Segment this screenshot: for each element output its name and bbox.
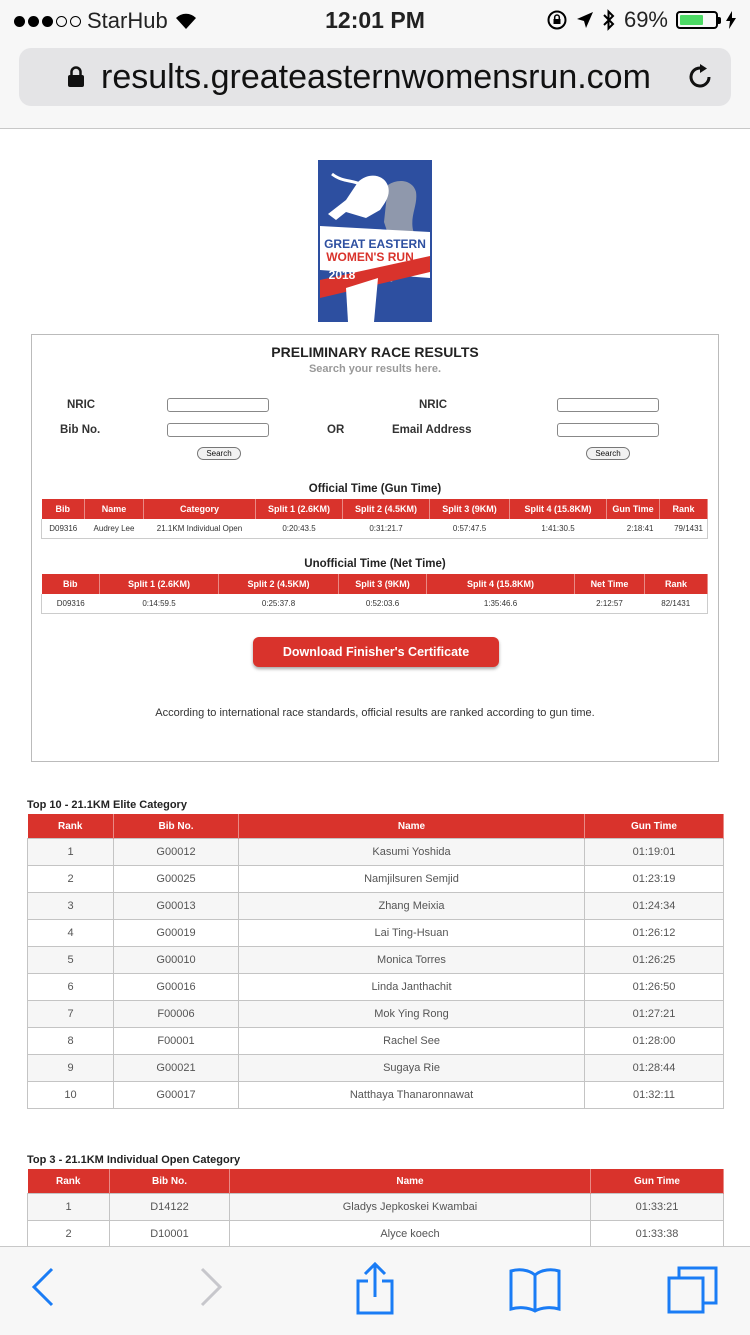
open-table	[27, 1169, 724, 1246]
table-row	[28, 974, 724, 1001]
table-cell: 5	[28, 947, 114, 974]
nric-input-right[interactable]	[557, 398, 659, 412]
results-panel	[31, 334, 719, 762]
table-cell: 0:20:43.5	[256, 519, 343, 539]
results-title: PRELIMINARY RACE RESULTS	[271, 344, 479, 360]
race-logo	[318, 160, 432, 322]
table-cell: F00006	[114, 1001, 239, 1028]
table-cell: 1	[28, 839, 114, 866]
charging-icon	[726, 11, 736, 29]
table-row	[28, 947, 724, 974]
table-cell: Alyce koech	[230, 1221, 591, 1247]
table-cell: 0:14:59.5	[100, 594, 219, 614]
ranking-note: According to international race standards, official results are ranked according to gun time.	[155, 707, 595, 719]
col-header: Net Time	[575, 574, 645, 594]
browser-toolbar	[0, 1246, 750, 1335]
results-subtitle: Search your results here.	[308, 363, 442, 375]
col-header: Split 4 (15.8KM)	[510, 499, 607, 519]
battery-percent: 69%	[623, 7, 668, 32]
battery-icon	[676, 11, 718, 29]
table-cell: 8	[28, 1028, 114, 1055]
table-cell: 01:26:50	[585, 974, 724, 1001]
table-cell: 01:33:21	[591, 1194, 724, 1221]
forward-icon[interactable]	[198, 1265, 224, 1309]
table-cell: 2	[28, 866, 114, 893]
address-bar[interactable]	[19, 48, 731, 106]
table-cell: 6	[28, 974, 114, 1001]
table-row	[28, 893, 724, 920]
table-cell: 01:28:00	[585, 1028, 724, 1055]
email-label: Email Address	[392, 424, 472, 436]
table-cell: Rachel See	[239, 1028, 585, 1055]
table-cell: 01:26:25	[585, 947, 724, 974]
table-cell: 2:12:57	[575, 594, 645, 614]
search-button-left[interactable]: Search	[197, 447, 241, 460]
col-header: Split 2 (4.5KM)	[343, 499, 430, 519]
col-header: Bib No.	[114, 814, 239, 839]
col-header: Bib	[42, 499, 85, 519]
col-header: Rank	[645, 574, 708, 594]
table-cell: F00001	[114, 1028, 239, 1055]
table-cell: Sugaya Rie	[239, 1055, 585, 1082]
table-row	[28, 1028, 724, 1055]
col-header: Name	[230, 1169, 591, 1194]
table-cell: G00012	[114, 839, 239, 866]
table-cell: Linda Janthachit	[239, 974, 585, 1001]
table-cell: 0:25:37.8	[219, 594, 339, 614]
table-cell: G00017	[114, 1082, 239, 1109]
back-icon[interactable]	[30, 1265, 56, 1309]
bookmarks-icon[interactable]	[508, 1267, 562, 1313]
nric-label-left: NRIC	[67, 399, 96, 411]
table-row	[28, 1055, 724, 1082]
table-cell: 2:18:41	[607, 519, 660, 539]
runner-logo-graphic	[318, 160, 432, 322]
col-header: Name	[239, 814, 585, 839]
table-cell: 1	[28, 1194, 110, 1221]
official-time-title: Official Time (Gun Time)	[308, 483, 442, 495]
elite-table	[27, 814, 724, 1109]
col-header: Split 2 (4.5KM)	[219, 574, 339, 594]
clock: 12:01 PM	[325, 7, 425, 33]
table-cell: Lai Ting-Hsuan	[239, 920, 585, 947]
col-header: Split 1 (2.6KM)	[100, 574, 219, 594]
table-cell: D09316	[42, 594, 100, 614]
table-row	[28, 1082, 724, 1109]
or-label: OR	[327, 424, 345, 436]
table-cell: G00013	[114, 893, 239, 920]
col-header: Split 3 (9KM)	[430, 499, 510, 519]
table-cell: 21.1KM Individual Open	[144, 519, 256, 539]
table-cell: 0:57:47.5	[430, 519, 510, 539]
download-certificate-button[interactable]: Download Finisher's Certificate	[253, 637, 499, 667]
table-cell: 01:19:01	[585, 839, 724, 866]
carrier-name: StarHub	[87, 8, 168, 33]
col-header: Split 4 (15.8KM)	[427, 574, 575, 594]
elite-title: Top 10 - 21.1KM Elite Category	[27, 799, 187, 811]
table-cell: Monica Torres	[239, 947, 585, 974]
table-cell: 0:31:21.7	[343, 519, 430, 539]
table-cell: 01:24:34	[585, 893, 724, 920]
table-cell: Gladys Jepkoskei Kwambai	[230, 1194, 591, 1221]
table-cell: 01:27:21	[585, 1001, 724, 1028]
table-cell: 0:52:03.6	[339, 594, 427, 614]
table-cell: Namjilsuren Semjid	[239, 866, 585, 893]
table-cell: 01:28:44	[585, 1055, 724, 1082]
table-cell: G00021	[114, 1055, 239, 1082]
table-cell: Kasumi Yoshida	[239, 839, 585, 866]
col-header: Rank	[28, 1169, 110, 1194]
bluetooth-icon	[602, 9, 616, 31]
reload-icon[interactable]	[685, 62, 715, 92]
table-row	[28, 1221, 724, 1247]
lock-icon	[67, 66, 85, 88]
search-button-right[interactable]: Search	[586, 447, 630, 460]
table-cell: Zhang Meixia	[239, 893, 585, 920]
col-header: Rank	[28, 814, 114, 839]
table-cell: 3	[28, 893, 114, 920]
col-header: Bib	[42, 574, 100, 594]
table-row	[28, 1194, 724, 1221]
table-row	[28, 1001, 724, 1028]
net-results-table	[41, 574, 708, 614]
status-right	[546, 7, 736, 33]
col-header: Gun Time	[607, 499, 660, 519]
table-cell: G00016	[114, 974, 239, 1001]
nric-input-left[interactable]	[167, 398, 269, 412]
table-row	[42, 519, 708, 539]
table-cell: 01:33:38	[591, 1221, 724, 1247]
col-header: Gun Time	[591, 1169, 724, 1194]
logo-line1: GREAT EASTERN	[324, 237, 426, 251]
share-icon[interactable]	[354, 1261, 396, 1315]
email-input[interactable]	[557, 423, 659, 437]
col-header: Split 3 (9KM)	[339, 574, 427, 594]
web-page	[0, 129, 750, 1246]
table-cell: D10001	[110, 1221, 230, 1247]
location-icon	[576, 11, 594, 29]
table-cell: 4	[28, 920, 114, 947]
table-cell: G00019	[114, 920, 239, 947]
table-cell: 01:26:12	[585, 920, 724, 947]
table-cell: 1:41:30.5	[510, 519, 607, 539]
bib-input[interactable]	[167, 423, 269, 437]
official-results-table	[41, 499, 708, 539]
url-text: results.greateasternwomensrun.com	[101, 58, 651, 96]
table-cell: 79/1431	[660, 519, 708, 539]
table-cell: Natthaya Thanaronnawat	[239, 1082, 585, 1109]
browser-header	[0, 40, 750, 129]
table-cell: 1:35:46.6	[427, 594, 575, 614]
status-bar	[0, 0, 750, 40]
table-row	[28, 920, 724, 947]
col-header: Split 1 (2.6KM)	[256, 499, 343, 519]
table-row	[28, 866, 724, 893]
logo-year: 2018	[328, 268, 356, 282]
table-cell: 01:32:11	[585, 1082, 724, 1109]
table-row	[28, 839, 724, 866]
rotation-lock-icon	[546, 9, 568, 31]
col-header: Category	[144, 499, 256, 519]
table-cell: D14122	[110, 1194, 230, 1221]
open-title: Top 3 - 21.1KM Individual Open Category	[27, 1154, 241, 1166]
table-cell: Audrey Lee	[85, 519, 144, 539]
nric-label-right: NRIC	[419, 399, 448, 411]
table-cell: 7	[28, 1001, 114, 1028]
table-cell: G00025	[114, 866, 239, 893]
table-cell: Mok Ying Rong	[239, 1001, 585, 1028]
table-cell: D09316	[42, 519, 85, 539]
table-cell: 82/1431	[645, 594, 708, 614]
table-cell: G00010	[114, 947, 239, 974]
tabs-icon[interactable]	[666, 1265, 720, 1315]
table-row	[42, 594, 708, 614]
table-cell: 01:23:19	[585, 866, 724, 893]
logo-line2: WOMEN'S RUN	[326, 250, 414, 264]
table-cell: 2	[28, 1221, 110, 1247]
bib-label: Bib No.	[60, 424, 101, 436]
net-time-title: Unofficial Time (Net Time)	[304, 558, 446, 570]
col-header: Gun Time	[585, 814, 724, 839]
table-cell: 9	[28, 1055, 114, 1082]
col-header: Name	[85, 499, 144, 519]
col-header: Bib No.	[110, 1169, 230, 1194]
table-cell: 10	[28, 1082, 114, 1109]
col-header: Rank	[660, 499, 708, 519]
